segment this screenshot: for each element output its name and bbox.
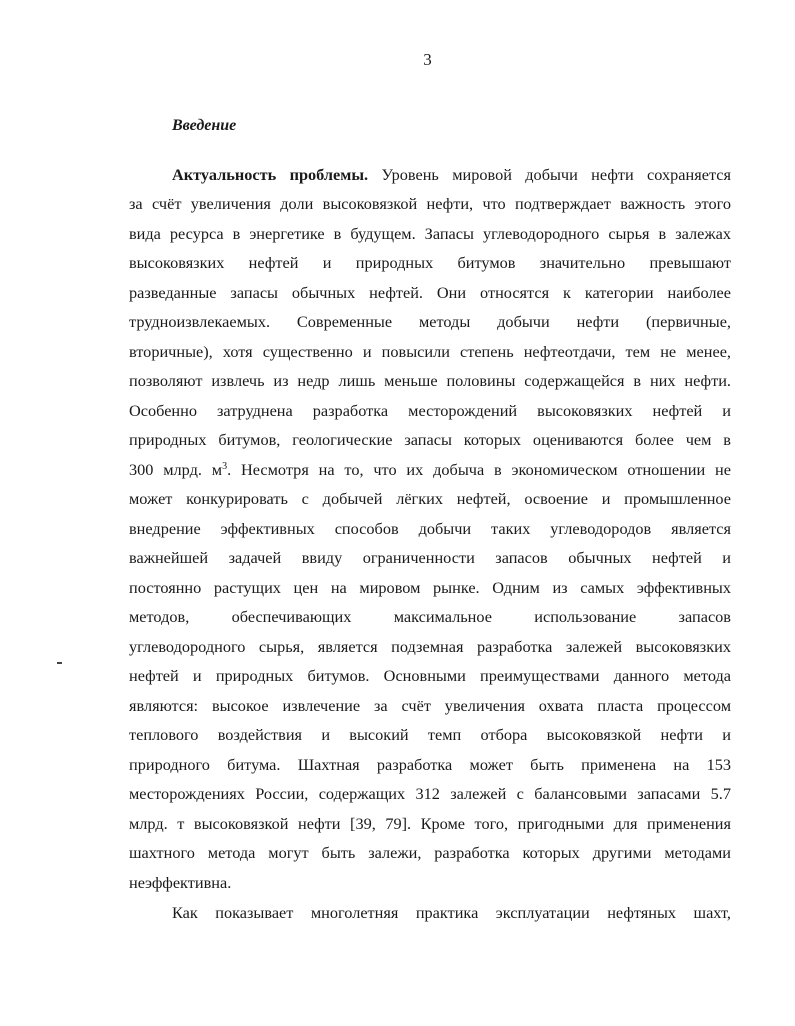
text-line: вторичные), хотя существенно и повысили степень нефтеотдачи, тем не менее, bbox=[129, 342, 731, 361]
text-line: методов, обеспечивающих максимальное использование запасов bbox=[129, 607, 731, 626]
text-line: Особенно затруднена разработка месторождений высоковязких нефтей и bbox=[129, 401, 731, 420]
text-line: позволяют извлечь из недр лишь меньше половины содержащейся в них нефти. bbox=[129, 371, 731, 390]
text-line: природных битумов, геологические запасы которых оцениваются более чем в bbox=[129, 430, 731, 449]
text-line: трудноизвлекаемых. Современные методы добычи нефти (первичные, bbox=[129, 312, 731, 331]
text-line: нефтей и природных битумов. Основными преимуществами данного метода bbox=[129, 666, 731, 685]
section-heading: Введение bbox=[172, 117, 237, 134]
superscript: 3 bbox=[222, 461, 228, 472]
text-line: шахтного метода могут быть залежи, разработка которых другими методами bbox=[129, 843, 731, 862]
text-line: теплового воздействия и высокий темп отбора высоковязкой нефти и bbox=[129, 725, 731, 744]
text-line: являются: высокое извлечение за счёт увеличения охвата пласта процессом bbox=[129, 696, 731, 715]
text-run: Уровень мировой добычи нефти сохраняется bbox=[381, 165, 731, 184]
text-run: . Несмотря на то, что их добыча в экономическом отношении не bbox=[227, 460, 731, 479]
text-line: за счёт увеличения доли высоковязкой нефти, что подтверждает важность этого bbox=[129, 194, 731, 213]
text-line: вида ресурса в энергетике в будущем. Запасы углеводородного сырья в залежах bbox=[129, 224, 731, 243]
text-line: внедрение эффективных способов добычи таких углеводородов является bbox=[129, 519, 731, 538]
text-line: важнейшей задачей ввиду ограниченности запасов обычных нефтей и bbox=[129, 548, 731, 567]
text-line: месторождениях России, содержащих 312 залежей с балансовыми запасами 5.7 bbox=[129, 784, 731, 803]
text-line bbox=[129, 460, 731, 480]
lead-phrase: Актуальность проблемы. bbox=[172, 165, 369, 184]
text-line: неэффективна. bbox=[129, 873, 232, 892]
text-line: высоковязких нефтей и природных битумов значительно превышают bbox=[129, 253, 731, 272]
margin-mark bbox=[57, 662, 62, 664]
text-line: природного битума. Шахтная разработка может быть применена на 153 bbox=[129, 755, 731, 774]
text-line: разведанные запасы обычных нефтей. Они относятся к категории наиболее bbox=[129, 283, 731, 302]
page-number: 3 bbox=[423, 50, 432, 69]
text-line: может конкурировать с добычей лёгких нефтей, освоение и промышленное bbox=[129, 489, 731, 508]
text-line: Как показывает многолетняя практика эксплуатации нефтяных шахт, bbox=[172, 903, 731, 922]
text-line bbox=[172, 165, 731, 185]
text-run: 300 млрд. м bbox=[129, 460, 223, 479]
text-line: постоянно растущих цен на мировом рынке. Одним из самых эффективных bbox=[129, 578, 731, 597]
text-line: углеводородного сырья, является подземная разработка залежей высоковязких bbox=[129, 637, 731, 656]
text-line: млрд. т высоковязкой нефти [39, 79]. Кроме того, пригодными для применения bbox=[129, 814, 731, 833]
